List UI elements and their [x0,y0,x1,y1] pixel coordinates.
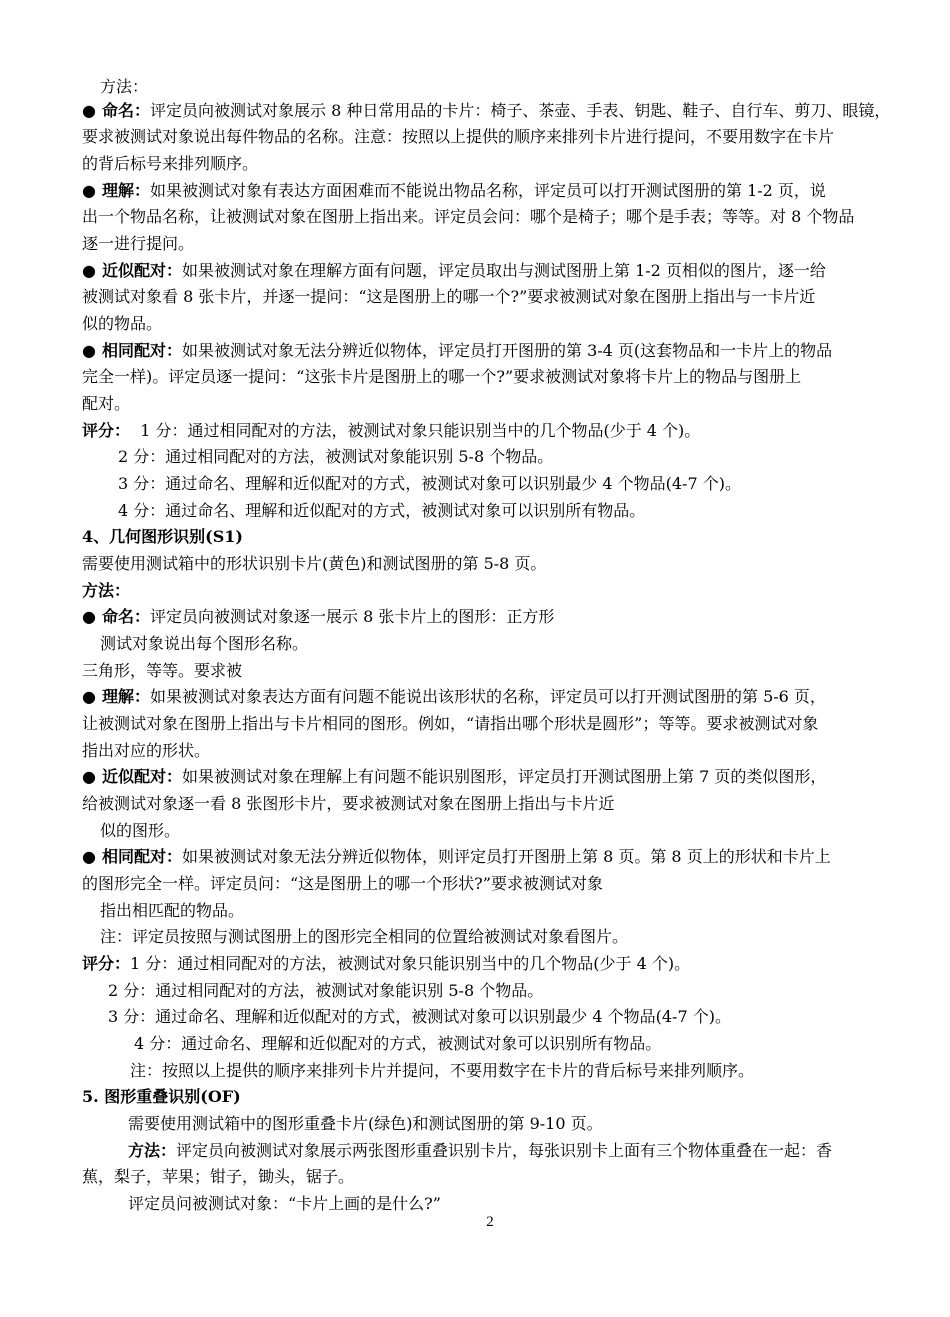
line-text: 让被测试对象在图册上指出与卡片相同的图形。例如，“请指出哪个形状是圆形”；等等。要求被测试对象 [82,714,819,733]
line-text: 4 分：通过命名、理解和近似配对的方式，被测试对象可以识别所有物品。 [118,501,646,520]
line-text: 如果被测试对象有表达方面困难而不能说出物品名称，评定员可以打开测试图册的第 1-2 页，说 [149,181,826,200]
text-line [82,604,912,630]
line-text: 如果被测试对象无法分辨近似物体，评定员打开图册的第 3-4 页(这套物品和一卡片上的物品 [181,341,833,360]
line-text: 1 分：通过相同配对的方法，被测试对象只能识别当中的几个物品(少于 4 个)。 [130,421,701,440]
text-line [82,578,912,604]
text-line [100,631,930,657]
line-label: 理解： [101,181,150,200]
line-text: 给被测试对象逐一看 8 张图形卡片，要求被测试对象在图册上指出与卡片近 [82,794,615,813]
text-line [100,898,930,924]
line-label: 近似配对： [101,261,182,280]
text-line [100,924,930,950]
line-text: 需要使用测试箱中的形状识别卡片(黄色)和测试图册的第 5-8 页。 [82,554,547,573]
text-line [82,391,912,417]
line-text: 2 分：通过相同配对的方法，被测试对象能识别 5-8 个物品。 [108,981,544,1000]
bullet-icon: ● [82,341,96,360]
line-label: 4、几何图形识别(S1) [82,527,243,546]
text-line [82,284,912,310]
text-line [82,151,912,177]
text-line [108,1004,938,1030]
text-line [128,1111,950,1137]
line-label: 方法： [128,1141,177,1160]
line-text: 要求被测试对象说出每件物品的名称。注意：按照以上提供的顺序来排列卡片进行提问，不要用数字在卡片 [82,127,835,146]
line-text: 方法： [100,77,149,96]
line-text: 出一个物品名称，让被测试对象在图册上指出来。评定员会问：哪个是椅子；哪个是手表；等等。对 8 个物品 [82,207,855,226]
text-line [82,1084,912,1110]
line-text: 如果被测试对象在理解上有问题不能识别图形，评定员打开测试图册上第 7 页的类似图形， [181,767,827,786]
bullet-icon: ● [82,607,96,626]
text-line [82,658,912,684]
line-text: 测试对象说出每个图形名称。 [100,634,309,653]
text-line [118,471,948,497]
text-line [82,204,912,230]
line-text: 如果被测试对象表达方面有问题不能说出该形状的名称，评定员可以打开测试图册的第 5-6 页， [149,687,826,706]
text-line [82,684,912,710]
text-line [82,844,912,870]
line-text: 注：评定员按照与测试图册上的图形完全相同的位置给被测试对象看图片。 [100,927,629,946]
line-text: 如果被测试对象在理解方面有问题，评定员取出与测试图册上第 1-2 页相似的图片，逐一给 [181,261,826,280]
page-number: 2 [486,1214,494,1230]
line-label: 相同配对： [101,847,182,866]
line-label: 方法： [82,581,131,600]
line-text: 蕉，梨子，苹果；钳子，锄头，锯子。 [82,1167,355,1186]
line-text: 指出对应的形状。 [82,741,211,760]
line-label: 相同配对： [101,341,182,360]
line-label: 近似配对： [101,767,182,786]
line-label: 理解： [101,687,150,706]
line-text: 评定员问被测试对象：“卡片上画的是什么?” [128,1194,441,1213]
line-text: 如果被测试对象无法分辨近似物体，则评定员打开图册上第 8 页。第 8 页上的形状和卡片上 [181,847,831,866]
text-line [82,711,912,737]
text-line [100,818,930,844]
text-line [82,311,912,337]
text-line [82,231,912,257]
line-text: 被测试对象看 8 张卡片，并逐一提问：“这是图册上的哪一个?”要求被测试对象在图册上指出与一卡片近 [82,287,816,306]
line-text: 似的物品。 [82,314,163,333]
line-label: 5. 图形重叠识别(OF) [82,1087,241,1106]
line-text: 的图形完全一样。评定员问：“这是图册上的哪一个形状?”要求被测试对象 [82,874,603,893]
line-label: 命名： [101,607,150,626]
text-line [118,444,948,470]
line-text: 2 分：通过相同配对的方法，被测试对象能识别 5-8 个物品。 [118,447,554,466]
text-line [118,498,948,524]
line-text: 1 分：通过相同配对的方法，被测试对象只能识别当中的几个物品(少于 4 个)。 [130,954,691,973]
text-line [82,871,912,897]
text-line [130,1058,950,1084]
text-line [82,764,912,790]
line-label: 评分： [82,421,131,440]
text-line [82,738,912,764]
bullet-icon: ● [82,261,96,280]
line-text: 配对。 [82,394,131,413]
text-line [82,524,912,550]
bullet-icon: ● [82,687,96,706]
line-label: 命名： [101,101,150,120]
line-text: 似的图形。 [100,821,181,840]
line-text: 指出相匹配的物品。 [100,901,245,920]
text-line [82,258,912,284]
text-line [82,364,912,390]
text-line [134,1031,950,1057]
bullet-icon: ● [82,101,96,120]
text-line [82,951,912,977]
line-text: 评定员向被测试对象逐一展示 8 张卡片上的图形：正方形 [149,607,555,626]
text-line [128,1138,950,1164]
line-text: 的背后标号来排列顺序。 [82,154,259,173]
bullet-icon: ● [82,181,96,200]
text-line [82,124,912,150]
line-text: 注：按照以上提供的顺序来排列卡片并提问，不要用数字在卡片的背后标号来排列顺序。 [130,1061,755,1080]
line-text: 需要使用测试箱中的图形重叠卡片(绿色)和测试图册的第 9-10 页。 [128,1114,603,1133]
line-text: 3 分：通过命名、理解和近似配对的方式，被测试对象可以识别最少 4 个物品(4-7 个)。 [118,474,741,493]
text-line [108,978,938,1004]
line-text: 三角形，等等。要求被 [82,661,243,680]
line-text: 3 分：通过命名、理解和近似配对的方式，被测试对象可以识别最少 4 个物品(4-7 个)。 [108,1007,731,1026]
text-line [82,338,912,364]
text-line [82,791,912,817]
line-text: 评定员向被测试对象展示 8 种日常用品的卡片：椅子、茶壶、手表、钥匙、鞋子、自行车、剪刀、眼镜， [149,101,891,120]
text-line [82,98,912,124]
line-label: 评分： [82,954,131,973]
bullet-icon: ● [82,847,96,866]
bullet-icon: ● [82,767,96,786]
text-line [82,418,912,444]
line-text: 评定员向被测试对象展示两张图形重叠识别卡片，每张识别卡上面有三个物体重叠在一起：香 [176,1141,833,1160]
line-text: 逐一进行提问。 [82,234,195,253]
text-line [82,551,912,577]
line-text: 4 分：通过命名、理解和近似配对的方式，被测试对象可以识别所有物品。 [134,1034,662,1053]
line-text: 完全一样)。评定员逐一提问：“这张卡片是图册上的哪一个?”要求被测试对象将卡片上的物品与图册上 [82,367,802,386]
text-line [100,74,930,100]
text-line [82,178,912,204]
text-line [82,1164,912,1190]
